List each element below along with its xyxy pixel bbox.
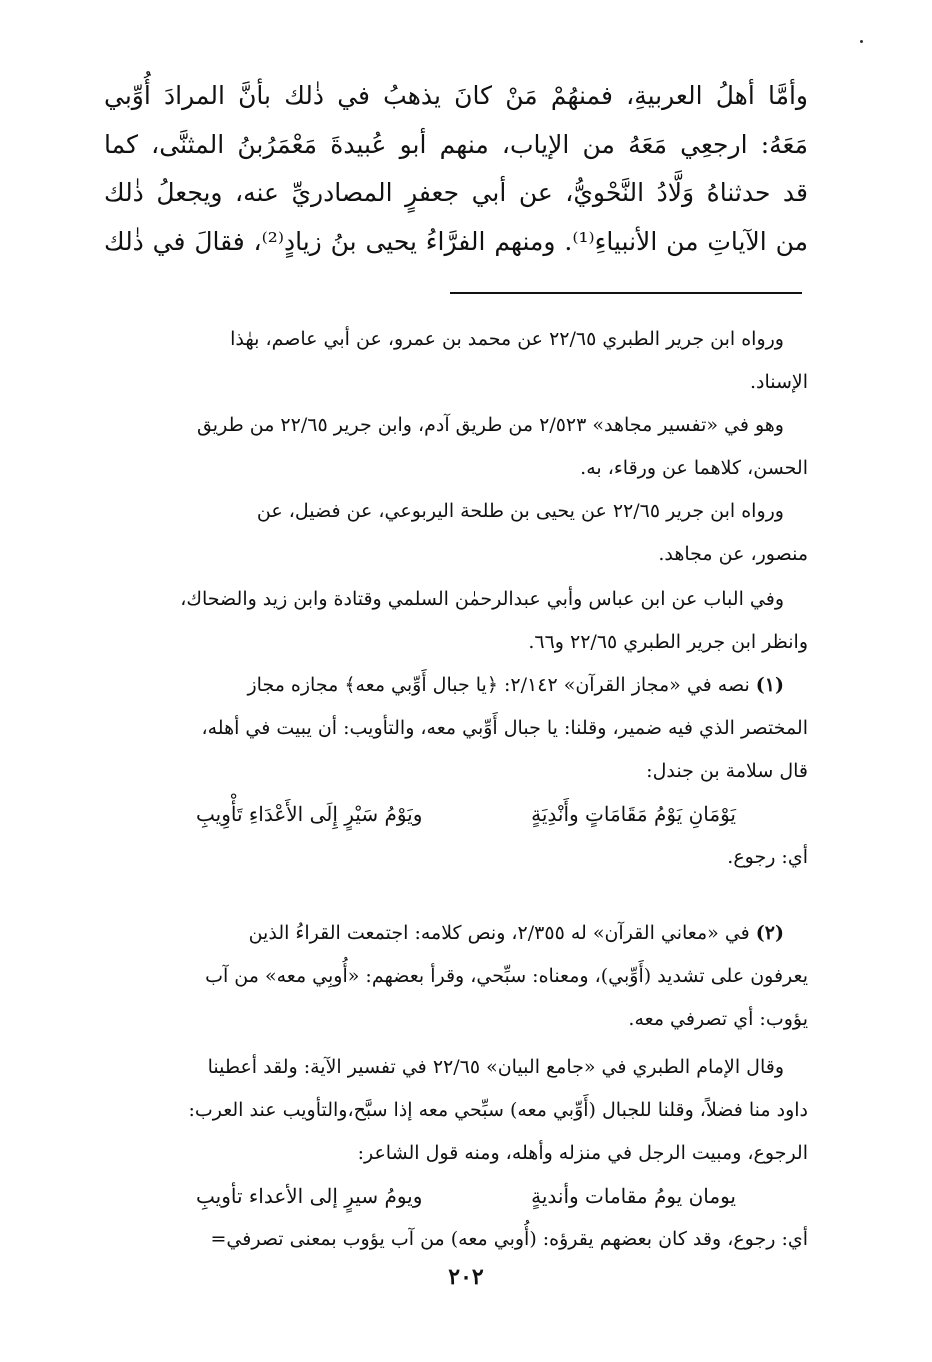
- main-line: مَعَهُ: ارجعِي مَعَهُ من الإياب، منهم أبو عُبيدةَ مَعْمَرُبنُ المثنَّى، كما: [104, 129, 808, 159]
- footnote-line: أي: رجوع، وقد كان بعضهم يقرؤه: (أُوبي معه) من آب يؤوب بمعنى تصرفي=: [210, 1228, 808, 1250]
- footnote-line: الرجوع، ومبيت الرجل في منزله وأهله، ومنه قول الشاعر:: [357, 1142, 808, 1164]
- footnote-line: منصور، عن مجاهد.: [658, 543, 808, 565]
- footnote-line: قال سلامة بن جندل:: [646, 760, 808, 782]
- footnote-line: المختصر الذي فيه ضمير، وقلنا: يا جبال أَوِّبي معه، والتأويب: أن يبيت في أهله،: [201, 717, 808, 739]
- footnote-paragraph: [104, 490, 808, 576]
- footnote-line: يعرفون على تشديد (أَوِّبي)، ومعناه: سبِّحي، وقرأ بعضهم: «أُوبِي معه» من آب: [205, 965, 808, 987]
- footnote-line: الإسناد.: [749, 371, 808, 393]
- footnote-2: [104, 912, 808, 1041]
- footnote-1-number: (١): [755, 674, 784, 696]
- main-line: من الآياتِ من الأنبياءِ⁽¹⁾. ومنهم الفرَّاءُ يحيى بنُ زيادٍ⁽²⁾، فقالَ في ذٰلك: [104, 226, 808, 256]
- main-line: وأمَّا أهلُ العربيةِ، فمنهُمْ مَنْ كانَ يذهبُ في ذٰلك بأنَّ المرادَ أُوِّبي: [104, 81, 808, 110]
- footnote-paragraph: [104, 404, 808, 490]
- footnote-line: وانظر ابن جرير الطبري ٢٢/٦٥ و٦٦.: [528, 631, 808, 653]
- margin-speck: [860, 40, 863, 43]
- footnote-line: ورواه ابن جرير الطبري ٢٢/٦٥ عن محمد بن عمرو، عن أبي عاصم، بهٰذا: [230, 328, 784, 350]
- footnote-line: يؤوب: أي تصرفي معه.: [628, 1008, 808, 1030]
- verse-hemistich-left: ويَوْمُ سَيْرٍ إِلَى الأَعْدَاءِ تَأْوِيبِ: [196, 802, 423, 826]
- footnote-line: داود منا فضلاً، وقلنا للجبال (أَوِّبي معه) سبِّحي معه إذا سبَّح،والتأويب عند العرب:: [188, 1099, 808, 1121]
- footnote-paragraph: [104, 318, 808, 404]
- footnote-2-number: (٢): [755, 922, 784, 944]
- footnote-line: وفي الباب عن ابن عباس وأبي عبدالرحمٰن السلمي وقتادة وابن زيد والضحاك،: [180, 588, 784, 610]
- footnote-line: في «معاني القرآن» له ٢/٣٥٥، ونص كلامه: اجتمعت القراءُ الذين: [248, 922, 750, 944]
- footnote-separator: [450, 292, 802, 294]
- footnote-1: [104, 664, 808, 879]
- footnote-line: الحسن، كلاهما عن ورقاء، به.: [580, 457, 808, 479]
- main-body-text: [104, 72, 808, 266]
- verse-hemistich-right: يومان يومُ مقامات وأنديةٍ: [531, 1184, 736, 1208]
- footnote-line: وهو في «تفسير مجاهد» ٢/٥٢٣ من طريق آدم، وابن جرير ٢٢/٦٥ من طريق: [196, 414, 784, 436]
- poetry-verse: [104, 1175, 808, 1218]
- footnote-2-continued: [104, 1046, 808, 1261]
- verse-hemistich-left: ويومُ سيرٍ إلى الأعداء تأويبِ: [196, 1184, 423, 1208]
- main-line: قد حدثناهُ وَلَّادُ النَّحْويُّ، عن أبي جعفرٍ المصادريِّ عنه، ويجعلُ ذٰلك: [104, 178, 808, 207]
- footnote-line: ورواه ابن جرير ٢٢/٦٥ عن يحيى بن طلحة اليربوعي، عن فضيل، عن: [256, 500, 784, 522]
- footnote-line: وقال الإمام الطبري في «جامع البيان» ٢٢/٦٥ في تفسير الآية: ولقد أعطينا: [207, 1056, 784, 1078]
- poetry-verse: [104, 793, 808, 836]
- footnote-line: أي: رجوع.: [727, 846, 808, 868]
- footnote-paragraph: [104, 578, 808, 664]
- verse-hemistich-right: يَوْمَانِ يَوْمُ مَقَامَاتٍ وأَنْدِيَةٍ: [531, 802, 736, 826]
- page-number: ٢٠٢: [448, 1264, 484, 1290]
- footnote-line: نصه في «مجاز القرآن» ٢/١٤٢: ﴿يا جبال أَوِّبي معه﴾ مجازه مجاز: [247, 674, 750, 696]
